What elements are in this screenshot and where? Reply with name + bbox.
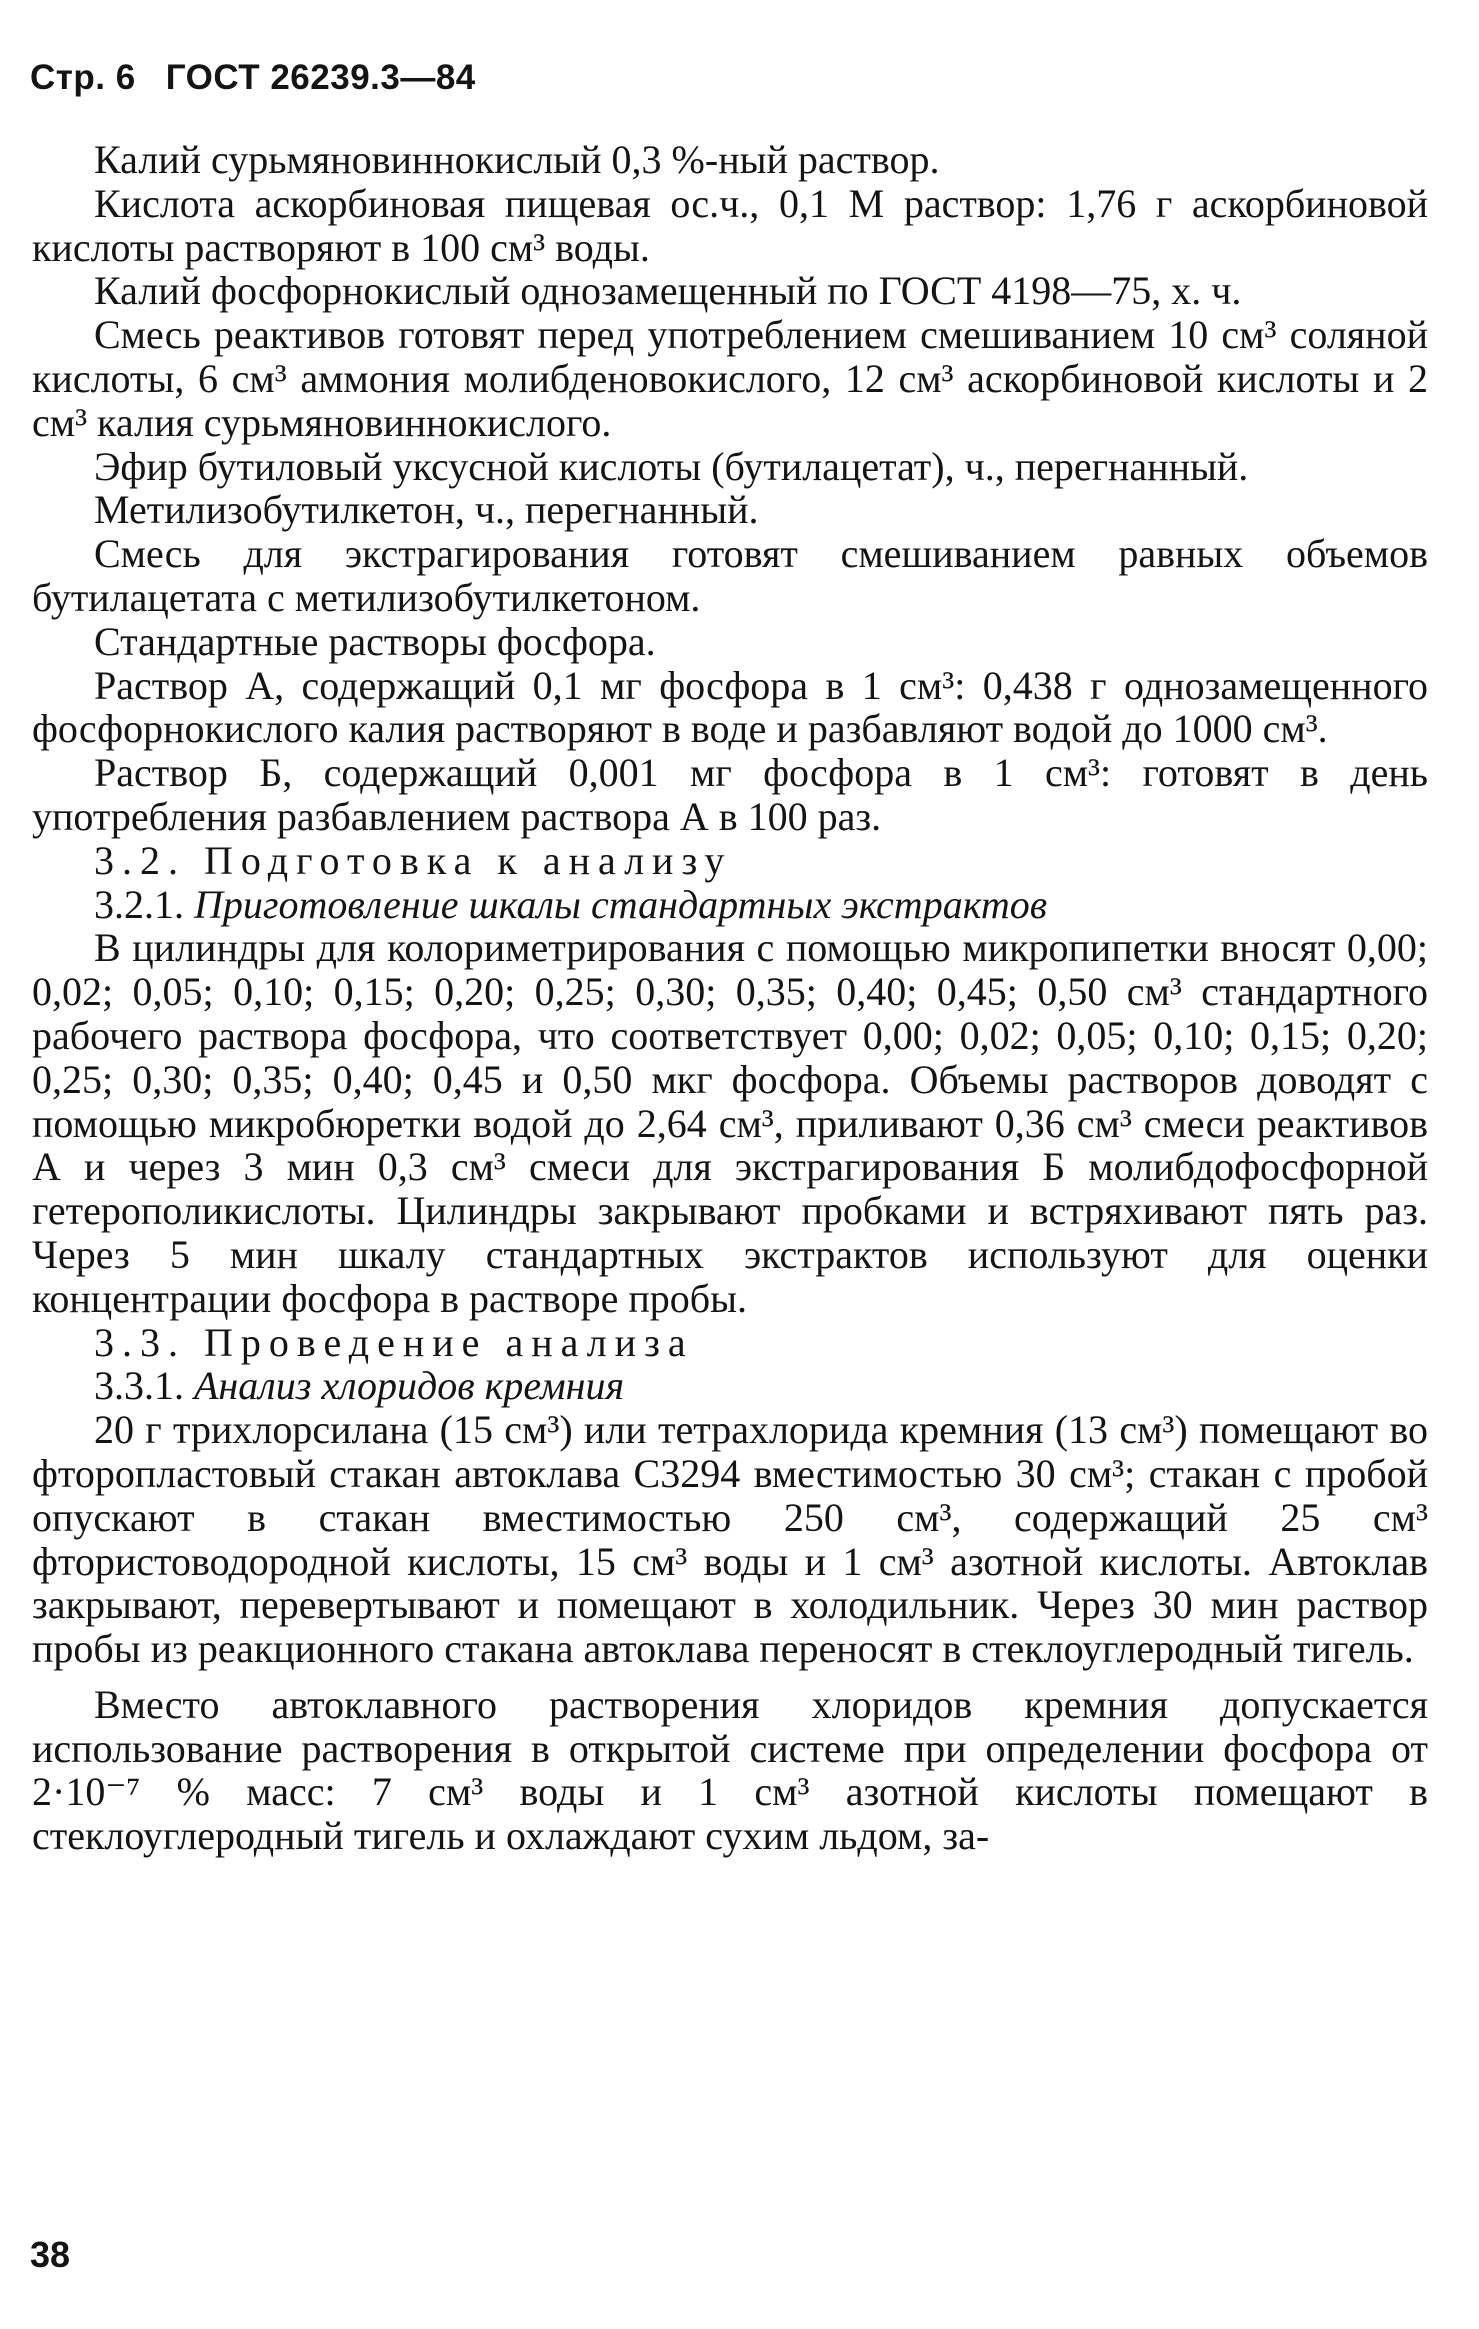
- paragraph: Стандартные растворы фосфора.: [94, 618, 656, 664]
- section-heading-3-2: 3.2. Подготовка к анализу: [94, 837, 733, 883]
- page-label: Стр. 6: [30, 58, 136, 97]
- paragraph: 20 г трихлорсилана (15 см³) или тетрахлорида кремния (13 см³) помещают во фторопластовый стакан автоклава С3294 вместимостью 30 см³; стакан с пробой опускают в стакан вместимостью 250 см³, содержащий 25 см³ фтористоводородной кислоты, 15 см³ воды и 1 см³ азотной кислоты. Автоклав закрывают, перевертывают и помещают в холодильник. Через 30 мин раствор пробы из реакционного стакана автоклава переносят в стеклоуглеродный тигель.: [32, 1407, 1428, 1672]
- paragraph: Смесь для экстрагирования готовят смешиванием равных объемов бутилацетата с метилизобутилкетоном.: [32, 531, 1428, 620]
- subsection-number: 3.2.1.: [94, 881, 184, 927]
- subsection-number: 3.3.1.: [94, 1363, 184, 1409]
- paragraph: Калий сурьмяновиннокислый 0,3 %-ный раствор.: [94, 137, 940, 182]
- paragraph: Калий фосфорнокислый однозамещенный по ГОСТ 4198—75, х. ч.: [94, 268, 1242, 314]
- paragraph: Раствор Б, содержащий 0,001 мг фосфора в 1 см³: готовят в день употребления разбавлением раствора А в 100 раз.: [32, 750, 1428, 839]
- paragraph: Кислота аскорбиновая пищевая ос.ч., 0,1 М раствор: 1,76 г аскорбиновой кислоты растворяют в 100 см³ воды.: [32, 180, 1428, 270]
- paragraph: Эфир бутиловый уксусной кислоты (бутилацетат), ч., перегнанный.: [94, 443, 1249, 489]
- document-body: [32, 138, 1428, 1858]
- subsection-title: Анализ хлоридов кремния: [194, 1363, 625, 1409]
- paragraph: Метилизобутилкетон, ч., перегнанный.: [94, 487, 759, 533]
- paragraph: Раствор А, содержащий 0,1 мг фосфора в 1 см³: 0,438 г однозамещенного фосфорнокислого калия растворяют в воде и разбавляют водой до 1000 см³.: [32, 662, 1428, 752]
- page-header: [30, 58, 476, 98]
- subsection-title: Приготовление шкалы стандартных экстрактов: [194, 881, 1048, 927]
- standard-number: ГОСТ 26239.3—84: [165, 58, 476, 97]
- section-heading-3-3: 3.3. Проведение анализа: [94, 1319, 694, 1365]
- subsection-heading-3-3-1: [32, 1364, 1428, 1408]
- subsection-heading-3-2-1: [32, 883, 1428, 927]
- page-number: 38: [30, 2234, 71, 2275]
- paragraph: В цилиндры для колориметрирования с помощью микропипетки вносят 0,00; 0,02; 0,05; 0,10; 0,15; 0,20; 0,25; 0,30; 0,35; 0,40; 0,45; 0,50 см³ стандартного рабочего раствора фосфора, что соответствует 0,00; 0,02; 0,05; 0,10; 0,15; 0,20; 0,25; 0,30; 0,35; 0,40; 0,45 и 0,50 мкг фосфора. Объемы растворов доводят с помощью микробюретки водой до 2,64 см³, приливают 0,36 см³ смеси реактивов А и через 3 мин 0,3 см³ смеси для экстрагирования Б молибдофосфорной гетерополикислоты. Цилиндры закрывают пробками и встряхивают пять раз. Через 5 мин шкалу стандартных экстрактов используют для оценки концентрации фосфора в растворе пробы.: [32, 925, 1428, 1321]
- paragraph: Смесь реактивов готовят перед употреблением смешиванием 10 см³ соляной кислоты, 6 см³ аммония молибденовокислого, 12 см³ аскорбиновой кислоты и 2 см³ калия сурьмяновиннокислого.: [32, 312, 1428, 445]
- paragraph: Вместо автоклавного растворения хлоридов кремния допускается использование растворения в открытой системе при определении фосфора от 2·10⁻⁷ % масс: 7 см³ воды и 1 см³ азотной кислоты помещают в стеклоуглеродный тигель и охлаждают сухим льдом, за-: [32, 1681, 1428, 1859]
